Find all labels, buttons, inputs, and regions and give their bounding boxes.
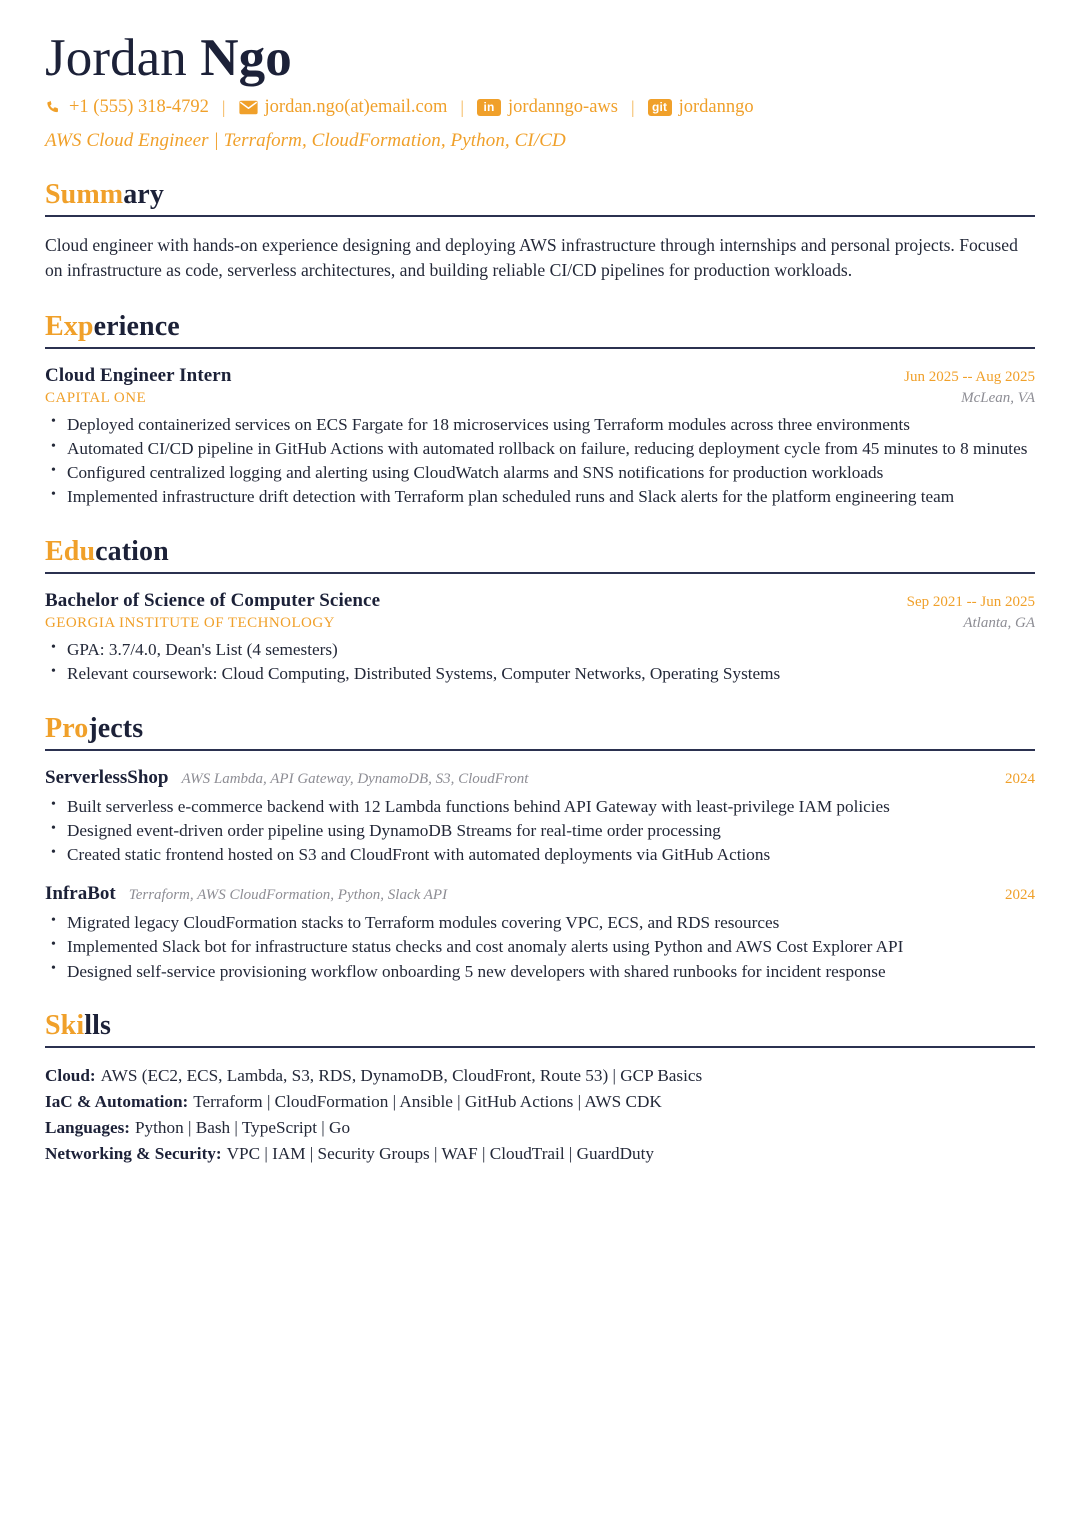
project-name: ServerlessShop xyxy=(45,767,169,789)
heading-highlight: Ski xyxy=(45,1010,85,1042)
project-entry xyxy=(45,767,1035,867)
list-item: • Built serverless e-commerce backend with 12 Lambda functions behind API Gateway with least-privilege IAM policies xyxy=(45,796,1035,819)
experience-body xyxy=(45,365,1035,509)
list-item: • Migrated legacy CloudFormation stacks to Terraform modules covering VPC, ECS, and RDS resources xyxy=(45,912,1035,935)
contact-separator: | xyxy=(221,97,226,118)
job-date: Jun 2025 -- Aug 2025 xyxy=(904,368,1035,385)
contact-line xyxy=(45,98,1035,117)
section-projects xyxy=(45,712,1035,983)
github-icon: git xyxy=(648,99,672,116)
candidate-name xyxy=(45,30,1035,87)
skill-category: Networking & Security: xyxy=(45,1143,222,1163)
section-heading-experience xyxy=(45,310,1035,343)
section-rule xyxy=(45,1046,1035,1048)
heading-rest: ary xyxy=(123,178,164,210)
job-bullets xyxy=(45,414,1035,509)
school-location: Atlanta, GA xyxy=(963,615,1035,632)
contact-email-text: jordan.ngo(at)email.com xyxy=(264,97,448,118)
section-rule xyxy=(45,572,1035,574)
job-title: Cloud Engineer Intern xyxy=(45,364,232,386)
list-item: • Automated CI/CD pipeline in GitHub Actions with automated rollback on failure, reducing deployment cycle from 45 minutes to 8 minutes xyxy=(45,438,1035,461)
summary-text: Cloud engineer with hands-on experience designing and deploying AWS infrastructure through internships and personal projects. Focused on infrastructure as code, serverless architectures, and building reliable CI/CD pipelines for production workloads. xyxy=(45,234,1018,281)
projects-body xyxy=(45,767,1035,983)
resume-header xyxy=(45,30,1035,152)
heading-rest: erience xyxy=(93,310,180,342)
section-rule xyxy=(45,749,1035,751)
contact-separator: | xyxy=(630,97,635,118)
degree-date: Sep 2021 -- Jun 2025 xyxy=(906,594,1035,611)
education-body xyxy=(45,590,1035,686)
skills-body xyxy=(45,1063,1035,1166)
heading-rest: cation xyxy=(95,536,169,568)
skill-category: Languages: xyxy=(45,1117,130,1137)
contact-github-text: jordanngo xyxy=(678,97,754,118)
skill-category: IaC & Automation: xyxy=(45,1092,189,1112)
skill-row xyxy=(45,1141,1035,1167)
degree-title: Bachelor of Science of Computer Science xyxy=(45,590,381,612)
candidate-first-name: Jordan xyxy=(45,29,187,87)
contact-linkedin[interactable] xyxy=(477,98,618,117)
job-location: McLean, VA xyxy=(961,389,1035,406)
contact-phone[interactable] xyxy=(45,98,209,117)
phone-icon xyxy=(45,99,62,116)
entry-subheader-row xyxy=(45,615,1035,632)
skill-values: Terraform | CloudFormation | Ansible | GitHub Actions | AWS CDK xyxy=(193,1092,662,1112)
skill-category: Cloud: xyxy=(45,1066,96,1086)
list-item: • Designed event-driven order pipeline using DynamoDB Streams for real-time order processing xyxy=(45,820,1035,843)
skill-row xyxy=(45,1115,1035,1141)
project-title-group xyxy=(45,767,528,789)
section-rule xyxy=(45,215,1035,217)
candidate-last-name: Ngo xyxy=(200,29,292,87)
section-summary xyxy=(45,178,1035,284)
skill-values: VPC | IAM | Security Groups | WAF | CloudTrail | GuardDuty xyxy=(226,1143,654,1163)
entry-header-row xyxy=(45,590,1035,612)
candidate-tagline: AWS Cloud Engineer | Terraform, CloudFormation, Python, CI/CD xyxy=(45,129,566,151)
project-tech-stack: Terraform, AWS CloudFormation, Python, Slack API xyxy=(128,887,448,904)
project-name: InfraBot xyxy=(45,883,116,905)
section-heading-summary xyxy=(45,178,1035,211)
project-bullets xyxy=(45,912,1035,983)
project-bullets xyxy=(45,796,1035,867)
summary-body xyxy=(45,233,1035,284)
list-item: • Created static frontend hosted on S3 and CloudFront with automated deployments via GitHub Actions xyxy=(45,844,1035,867)
skill-values: AWS (EC2, ECS, Lambda, S3, RDS, DynamoDB, CloudFront, Route 53) | GCP Basics xyxy=(100,1066,703,1086)
school-name: GEORGIA INSTITUTE OF TECHNOLOGY xyxy=(45,615,335,632)
heading-highlight: Summ xyxy=(45,178,124,210)
heading-rest: jects xyxy=(88,713,144,745)
education-entry xyxy=(45,590,1035,686)
list-item: • Deployed containerized services on ECS Fargate for 18 microservices using Terraform modules across three environments xyxy=(45,414,1035,437)
education-bullets xyxy=(45,639,1035,686)
section-skills xyxy=(45,1009,1035,1166)
project-year: 2024 xyxy=(1005,771,1035,788)
project-tech-stack: AWS Lambda, API Gateway, DynamoDB, S3, CloudFront xyxy=(181,771,529,788)
section-experience xyxy=(45,310,1035,509)
project-title-group xyxy=(45,883,447,905)
heading-rest: lls xyxy=(84,1010,111,1042)
skill-row xyxy=(45,1063,1035,1089)
project-header-row xyxy=(45,767,1035,789)
section-heading-education xyxy=(45,535,1035,568)
list-item: • GPA: 3.7/4.0, Dean's List (4 semesters) xyxy=(45,639,1035,662)
project-year: 2024 xyxy=(1005,887,1035,904)
section-rule xyxy=(45,347,1035,349)
contact-phone-text: +1 (555) 318-4792 xyxy=(69,97,209,118)
job-company: CAPITAL ONE xyxy=(45,389,147,406)
contact-separator: | xyxy=(460,97,465,118)
experience-entry xyxy=(45,365,1035,509)
heading-highlight: Exp xyxy=(45,310,94,342)
envelope-icon xyxy=(239,100,258,115)
list-item: • Relevant coursework: Cloud Computing, Distributed Systems, Computer Networks, Operating Systems xyxy=(45,663,1035,686)
list-item: • Implemented infrastructure drift detection with Terraform plan scheduled runs and Slack alerts for the platform engineering team xyxy=(45,486,1035,509)
entry-subheader-row xyxy=(45,390,1035,407)
list-item: • Configured centralized logging and alerting using CloudWatch alarms and SNS notifications for production workloads xyxy=(45,462,1035,485)
heading-highlight: Pro xyxy=(45,713,89,745)
linkedin-icon: in xyxy=(477,99,501,116)
list-item: • Implemented Slack bot for infrastructure status checks and cost anomaly alerts using Python and AWS Cost Explorer API xyxy=(45,936,1035,959)
project-entry xyxy=(45,883,1035,983)
entry-header-row xyxy=(45,365,1035,387)
contact-email[interactable] xyxy=(239,98,448,117)
contact-github[interactable] xyxy=(648,98,754,117)
heading-highlight: Edu xyxy=(45,536,96,568)
project-header-row xyxy=(45,883,1035,905)
skill-values: Python | Bash | TypeScript | Go xyxy=(135,1117,351,1137)
skill-row xyxy=(45,1089,1035,1115)
contact-linkedin-text: jordanngo-aws xyxy=(508,97,618,118)
section-heading-skills xyxy=(45,1009,1035,1042)
section-heading-projects xyxy=(45,712,1035,745)
section-education xyxy=(45,535,1035,686)
list-item: • Designed self-service provisioning workflow onboarding 5 new developers with shared runbooks for incident response xyxy=(45,961,1035,984)
